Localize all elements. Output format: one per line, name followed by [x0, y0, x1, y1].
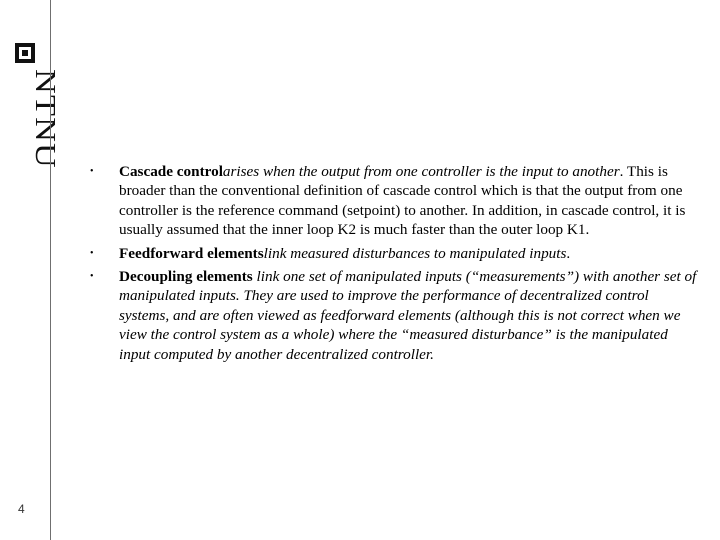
- bullet-italic-text: link measured disturbances to manipulated inputs: [263, 244, 567, 262]
- bullet-term: Decoupling elements: [119, 268, 253, 286]
- bullet-decoupling: [90, 267, 700, 364]
- bullet-icon: •: [90, 247, 94, 259]
- page-number: 4: [18, 502, 25, 516]
- ntnu-logo: [5, 38, 60, 173]
- bullet-feedforward: [90, 244, 700, 263]
- sidebar: [0, 0, 60, 540]
- bullet-term: Feedforward elements: [119, 244, 264, 262]
- bullet-cascade-control: [90, 162, 700, 240]
- bullet-icon: •: [90, 271, 94, 283]
- sidebar-divider: [50, 0, 51, 540]
- bullet-italic-text: link one set of manipulated inputs (“measurements”) with another set of manipulated inputs. They are used to improve the performance of decentralized control systems, and are often viewed as feedforward elements (although this is not correct when we view the control system as a whole) where the “measured disturbance” is the manipulated input computed by another decentralized controller.: [119, 268, 697, 363]
- logo-wordmark: NTNU: [29, 69, 60, 151]
- bullet-icon: •: [90, 166, 94, 177]
- slide-body: [90, 162, 700, 368]
- bullet-list: [90, 162, 700, 364]
- bullet-text: . This is broader than the conventional definition of cascade control which is that the output from one controller is the reference command (setpoint) to another. In addition, in cascade control, it is usually assumed that the inner loop K2 is much faster than the outer loop K1.: [119, 163, 686, 239]
- bullet-text: .: [566, 244, 571, 262]
- bullet-italic-text: arises when the output from one controller is the input to another: [222, 163, 620, 180]
- bullet-term: Cascade control: [119, 163, 223, 180]
